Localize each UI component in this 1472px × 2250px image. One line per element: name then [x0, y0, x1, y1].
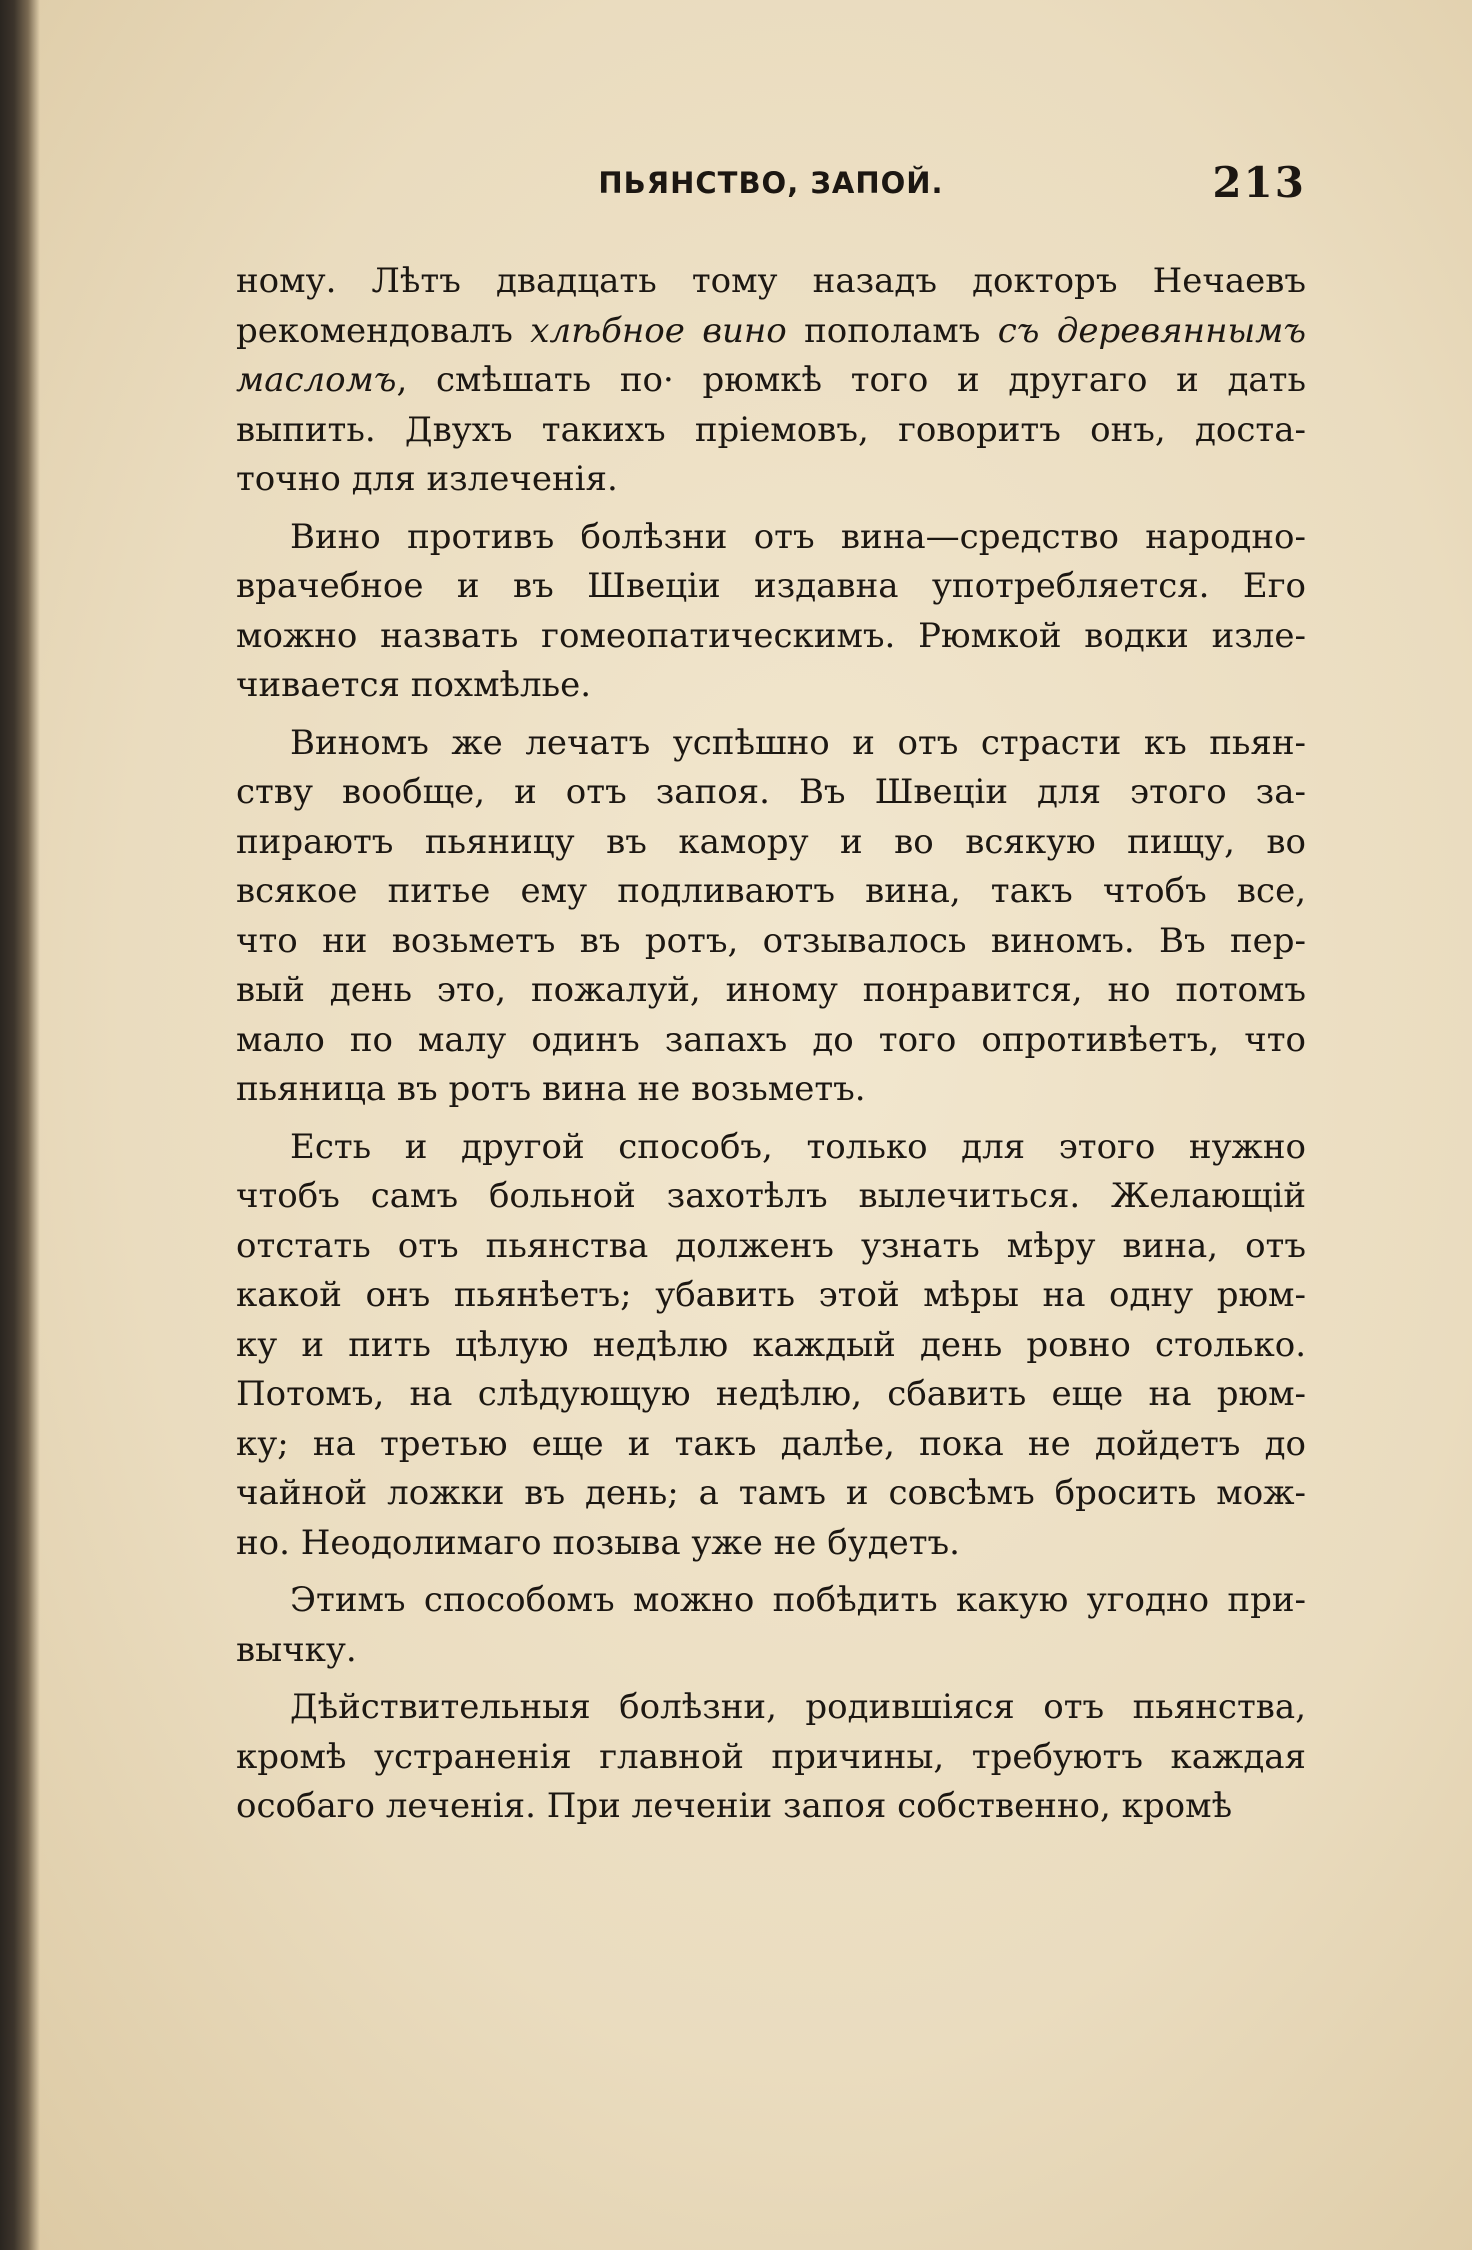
text-line	[236, 1683, 1306, 1733]
text-segment: что ни возьметъ въ ротъ, отзывалось виномъ. Въ пер-	[236, 920, 1306, 961]
italic-phrase: масломъ	[236, 360, 397, 400]
text-line	[236, 356, 1306, 406]
text-line	[236, 1172, 1306, 1222]
text-line	[236, 1271, 1306, 1321]
text-line	[236, 455, 1306, 505]
text-segment: пьяница въ ротъ вина не возьметъ.	[236, 1069, 866, 1109]
running-head: ПЬЯНСТВО, ЗАПОЙ.	[598, 166, 944, 200]
text-segment: чтобъ самъ больной захотѣлъ вылечиться. Желающій	[236, 1176, 1306, 1216]
text-segment: ку; на третью еще и такъ далѣе, пока не дойдетъ до	[236, 1423, 1306, 1464]
page-number: 213	[1212, 158, 1306, 207]
text-segment: Потомъ, на слѣдующую недѣлю, сбавить еще на рюм-	[236, 1374, 1306, 1414]
text-segment: пополамъ	[786, 310, 998, 351]
italic-phrase: съ деревяннымъ	[997, 310, 1307, 351]
text-segment: рекомендовалъ	[236, 310, 531, 351]
text-line	[236, 1370, 1306, 1420]
text-line	[236, 1123, 1306, 1173]
text-segment: но. Неодолимаго позыва уже не будетъ.	[236, 1522, 960, 1563]
text-line	[236, 719, 1306, 769]
text-line	[236, 818, 1306, 868]
text-segment: Есть и другой способъ, только для этого нужно	[290, 1126, 1306, 1167]
text-segment: какой онъ пьянѣетъ; убавить этой мѣры на одну рюм-	[236, 1275, 1306, 1315]
text-line	[236, 562, 1306, 612]
paragraph	[236, 1123, 1306, 1569]
text-line	[236, 1733, 1306, 1783]
text-segment: чайной ложки въ день; а тамъ и совсѣмъ бросить мож-	[236, 1473, 1306, 1513]
text-segment: особаго леченія. При леченіи запоя собственно, кромѣ	[236, 1786, 1233, 1826]
paragraph	[236, 1683, 1306, 1832]
text-segment: Вино противъ болѣзни отъ вина—средство народно-	[290, 516, 1306, 557]
text-segment: , смѣшать по· рюмкѣ того и другаго и дать	[396, 360, 1306, 400]
text-line	[236, 1469, 1306, 1519]
text-line	[236, 513, 1306, 563]
text-segment: выпить. Двухъ такихъ пріемовъ, говоритъ онъ, доста-	[236, 409, 1306, 450]
paragraph	[236, 719, 1306, 1115]
text-line	[236, 612, 1306, 662]
text-segment: отстать отъ пьянства долженъ узнать мѣру вина, отъ	[236, 1225, 1306, 1266]
text-segment: Дѣйствительныя болѣзни, родившіяся отъ пьянства,	[290, 1687, 1306, 1727]
text-line	[236, 1065, 1306, 1115]
text-segment: можно назвать гомеопатическимъ. Рюмкой водки изле-	[236, 615, 1306, 656]
text-line	[236, 1222, 1306, 1272]
text-line	[236, 406, 1306, 456]
text-line	[236, 1321, 1306, 1371]
text-segment: врачебное и въ Швеціи издавна употребляется. Его	[236, 566, 1306, 606]
italic-phrase: хлѣбное вино	[530, 310, 787, 351]
text-line	[236, 1519, 1306, 1569]
text-segment: точно для излеченія.	[236, 459, 618, 499]
text-segment: всякое питье ему подливаютъ вина, такъ чтобъ все,	[236, 871, 1306, 911]
text-line	[236, 966, 1306, 1016]
text-segment: вычку.	[236, 1629, 357, 1670]
paragraph	[236, 513, 1306, 711]
paragraph	[236, 1576, 1306, 1675]
paragraph	[236, 257, 1306, 505]
text-segment: ку и пить цѣлую недѣлю каждый день ровно столько.	[236, 1324, 1306, 1365]
text-line	[236, 257, 1306, 307]
text-line	[236, 917, 1306, 967]
text-line	[236, 1782, 1306, 1832]
book-spine-shadow	[0, 0, 40, 2250]
text-line	[236, 1576, 1306, 1626]
text-line	[236, 307, 1306, 357]
page-header	[236, 158, 1306, 218]
body-text	[236, 257, 1306, 1840]
text-line	[236, 661, 1306, 711]
text-segment: ству вообще, и отъ запоя. Въ Швеціи для этого за-	[236, 772, 1306, 812]
text-segment: мало по малу одинъ запахъ до того опротивѣетъ, что	[236, 1019, 1306, 1060]
text-segment: Виномъ же лечатъ успѣшно и отъ страсти къ пьян-	[290, 722, 1306, 763]
text-segment: кромѣ устраненія главной причины, требуютъ каждая	[236, 1736, 1306, 1777]
text-segment: пираютъ пьяницу въ камору и во всякую пищу, во	[236, 821, 1306, 862]
text-segment: ному. Лѣтъ двадцать тому назадъ докторъ Нечаевъ	[236, 261, 1306, 301]
text-line	[236, 1016, 1306, 1066]
text-line	[236, 1626, 1306, 1676]
text-line	[236, 1420, 1306, 1470]
text-segment: Этимъ способомъ можно побѣдить какую угодно при-	[290, 1580, 1306, 1620]
text-segment: вый день это, пожалуй, иному понравится, но потомъ	[236, 970, 1306, 1010]
text-line	[236, 768, 1306, 818]
text-segment: чивается похмѣлье.	[236, 665, 592, 705]
text-line	[236, 867, 1306, 917]
